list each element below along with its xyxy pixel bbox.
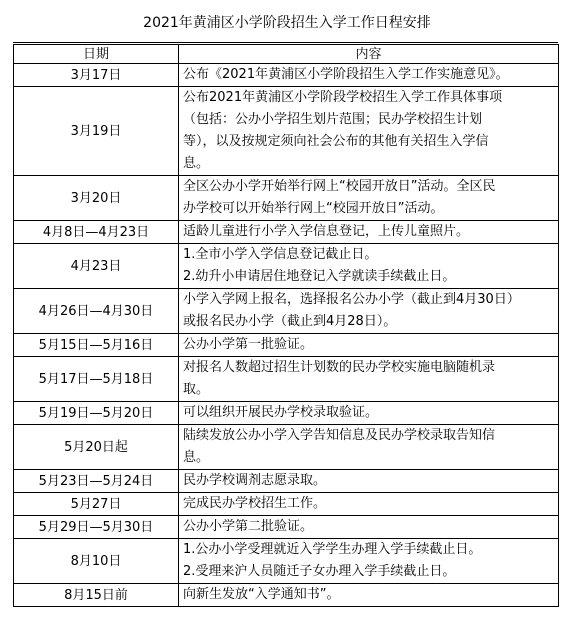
date-column-header: 日期 [14, 45, 179, 64]
content-line: 公布2021年黄浦区小学阶段学校招生入学工作具体事项 [183, 90, 503, 105]
row-content [179, 221, 559, 244]
content-line: 公办小学第二批验证。 [183, 519, 314, 534]
table-row [14, 425, 559, 470]
row-date: 8月10日 [14, 539, 179, 584]
table-row [14, 289, 559, 334]
row-content [179, 244, 559, 289]
content-line: 民办学校调剂志愿录取。 [183, 473, 327, 488]
table-row [14, 244, 559, 289]
table-row [14, 584, 559, 607]
row-date: 5月19日—5月20日 [14, 402, 179, 425]
row-content [179, 176, 559, 221]
table-row [14, 64, 559, 87]
row-date: 4月23日 [14, 244, 179, 289]
content-line: 对报名人数超过招生计划数的民办学校实施电脑随机录 [183, 360, 496, 375]
content-line: 1.全市小学入学信息登记截止日。 [183, 247, 378, 262]
row-date: 3月17日 [14, 64, 179, 87]
table-row [14, 87, 559, 176]
row-date: 8月15日前 [14, 584, 179, 607]
content-line: 2.幼升小申请居住地登记入学就读手续截止日。 [183, 269, 456, 284]
content-line: 息。 [183, 450, 210, 465]
row-content [179, 64, 559, 87]
content-line: 公办小学第一批验证。 [183, 337, 314, 352]
content-line: 等），以及按规定须向社会公布的其他有关招生入学信 [183, 134, 489, 149]
row-content [179, 87, 559, 176]
row-date: 4月26日—4月30日 [14, 289, 179, 334]
table-row [14, 176, 559, 221]
row-content [179, 357, 559, 402]
row-date: 5月29日—5月30日 [14, 516, 179, 539]
table-row [14, 539, 559, 584]
content-line: 1.公办小学受理就近入学学生办理入学手续截止日。 [183, 542, 482, 557]
table-row [14, 470, 559, 493]
content-line: 2.受理来沪人员随迁子女办理入学手续截止日。 [183, 564, 456, 579]
content-line: 完成民办学校招生工作。 [183, 496, 327, 511]
schedule-table [13, 44, 559, 607]
row-content [179, 289, 559, 334]
table-row [14, 334, 559, 357]
content-line: 或报名民办小学（截止到4月28日）。 [183, 314, 397, 329]
content-line: 小学入学网上报名，选择报名公办小学（截止到4月30日） [183, 292, 520, 307]
row-date: 5月20日起 [14, 425, 179, 470]
row-date: 4月8日—4月23日 [14, 221, 179, 244]
header-row [14, 45, 559, 64]
row-content [179, 539, 559, 584]
content-line: 向新生发放“入学通知书”。 [183, 587, 340, 602]
row-content [179, 470, 559, 493]
content-line: 办学校可以开始举行网上“校园开放日”活动。 [183, 201, 444, 216]
content-line: 全区公办小学开始举行网上“校园开放日”活动。全区民 [183, 179, 496, 194]
row-content [179, 402, 559, 425]
row-date: 5月15日—5月16日 [14, 334, 179, 357]
content-line: （包括：公办小学招生划片范围；民办学校招生计划 [183, 112, 483, 127]
row-content [179, 334, 559, 357]
schedule-body [14, 64, 559, 607]
row-date: 3月19日 [14, 87, 179, 176]
row-date: 5月27日 [14, 493, 179, 516]
row-content [179, 493, 559, 516]
content-line: 公布《2021年黄浦区小学阶段招生入学工作实施意见》。 [183, 67, 509, 82]
table-row [14, 221, 559, 244]
row-date: 3月20日 [14, 176, 179, 221]
content-line: 适龄儿童进行小学入学信息登记，上传儿童照片。 [183, 224, 470, 239]
page-title: 2021年黄浦区小学阶段招生入学工作日程安排 [143, 15, 431, 31]
row-content [179, 584, 559, 607]
row-date: 5月17日—5月18日 [14, 357, 179, 402]
table-row [14, 516, 559, 539]
row-content [179, 516, 559, 539]
content-line: 可以组织开展民办学校录取验证。 [183, 405, 379, 420]
table-row [14, 493, 559, 516]
row-date: 5月23日—5月24日 [14, 470, 179, 493]
table-row [14, 402, 559, 425]
content-line: 陆续发放公办小学入学告知信息及民办学校录取告知信 [183, 428, 496, 443]
top-rule [13, 42, 558, 43]
content-column-header: 内容 [179, 45, 559, 64]
content-line: 息。 [183, 156, 210, 171]
table-row [14, 357, 559, 402]
row-content [179, 425, 559, 470]
content-line: 取。 [183, 382, 210, 397]
